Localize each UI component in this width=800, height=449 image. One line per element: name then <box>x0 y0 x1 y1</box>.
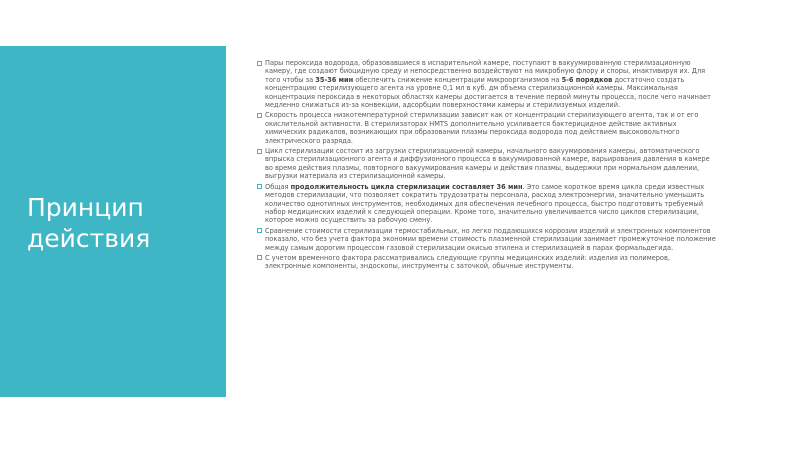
list-item <box>257 111 717 145</box>
text-run: . Это самое короткое время цикла среди известных методов стерилизации, что позволяет сократить трудозатраты персонала, расход электроэнергии, значительно уменьшить количество однотипных инструментов, необходимых для обеспечения лечебного процесса, быстро подготовить требуемый набор медицинских изделий к следующей операции. Кроме того, значительно увеличивается число циклов стерилизации, которое можно осуществить за рабочую смену. <box>265 182 705 225</box>
paragraph-4 <box>265 183 717 225</box>
paragraph-2: Скорость процесса низкотемпературной стерилизации зависит как от концентрации стерилизующего агента, так и от его окислительной активности. В стерилизаторах HMTS дополнительно усиливается бактерицидное действие активных химических радикалов, возникающих при образовании плазмы пероксида водорода под действием высоковольтного электрического разряда. <box>265 111 699 145</box>
bold-run: 5-6 порядков <box>561 75 613 84</box>
list-item <box>257 254 717 271</box>
divider <box>228 46 231 397</box>
slide-title <box>27 192 217 254</box>
square-bullet-icon <box>257 255 262 260</box>
bold-run: продолжительность цикла стерилизации составляет 36 мин <box>290 182 523 191</box>
slide-title-line-1: Принцип <box>27 193 144 222</box>
text-run: обеспечить снижение концентрации микроорганизмов на <box>353 75 562 84</box>
slide-title-line-2: действия <box>27 224 151 253</box>
list-item <box>257 183 717 225</box>
paragraph-1 <box>265 59 717 109</box>
slide <box>0 46 800 397</box>
square-bullet-icon <box>257 228 262 233</box>
paragraph-5: Сравнение стоимости стерилизации термостабильных, но легко поддающихся коррозии изделий и электронных компонентов показало, что без учета фактора экономии времени стоимость плазменной стерилизации занимает промежуточное положение между самым дорогим процессом газовой стерилизации окисью этилена и стерилизацией в парах формальдегида. <box>265 226 716 252</box>
square-bullet-icon <box>257 61 262 66</box>
list-item <box>257 59 717 109</box>
title-panel <box>0 46 226 397</box>
text-run: Общая <box>265 182 291 191</box>
content-list <box>257 59 717 389</box>
text-run: достаточно создать концентрацию стерилизующего агента на уровне 0,1 мл в куб. дм объема стерилизационной камеры. Максимальная концентрация пероксида в некоторых областях камеры достигается в течение первой минуты процесса, после чего начинает медленно снижаться из-за конвекции, адсорбции поверхностями камеры и стерилизуемых изделий. <box>265 75 711 110</box>
bold-run: 35-36 мин <box>315 75 354 84</box>
list-item <box>257 147 717 181</box>
square-bullet-icon <box>257 113 262 118</box>
paragraph-3: Цикл стерилизации состоит из загрузки стерилизационной камеры, начального вакуумирования камеры, автоматического впрыска стерилизационного агента и диффузионного процесса в вакуумированной камере, варьирования давления в камере во время действия плазмы, повторного вакуумирования камеры и действия плазмы, выдержки при нормальном давлении, выгрузки материала из стерилизационной камеры. <box>265 147 710 181</box>
square-bullet-icon <box>257 149 262 154</box>
paragraph-6: С учетом временного фактора рассматривались следующие группы медицинских изделий: изделия из полимеров, электронные компоненты, эндоскопы, инструменты с заточкой, обычные инструменты. <box>265 253 670 271</box>
list-item <box>257 227 717 252</box>
text-run: Пары пероксида водорода, образовавшиеся в испарительной камере, поступают в вакуумированную стерилизационную камеру, где создают биоцидную среду и непосредственно воздействуют на микробную флору и споры, инактивируя их. Для того чтобы за <box>265 59 706 84</box>
square-bullet-icon <box>257 184 262 189</box>
